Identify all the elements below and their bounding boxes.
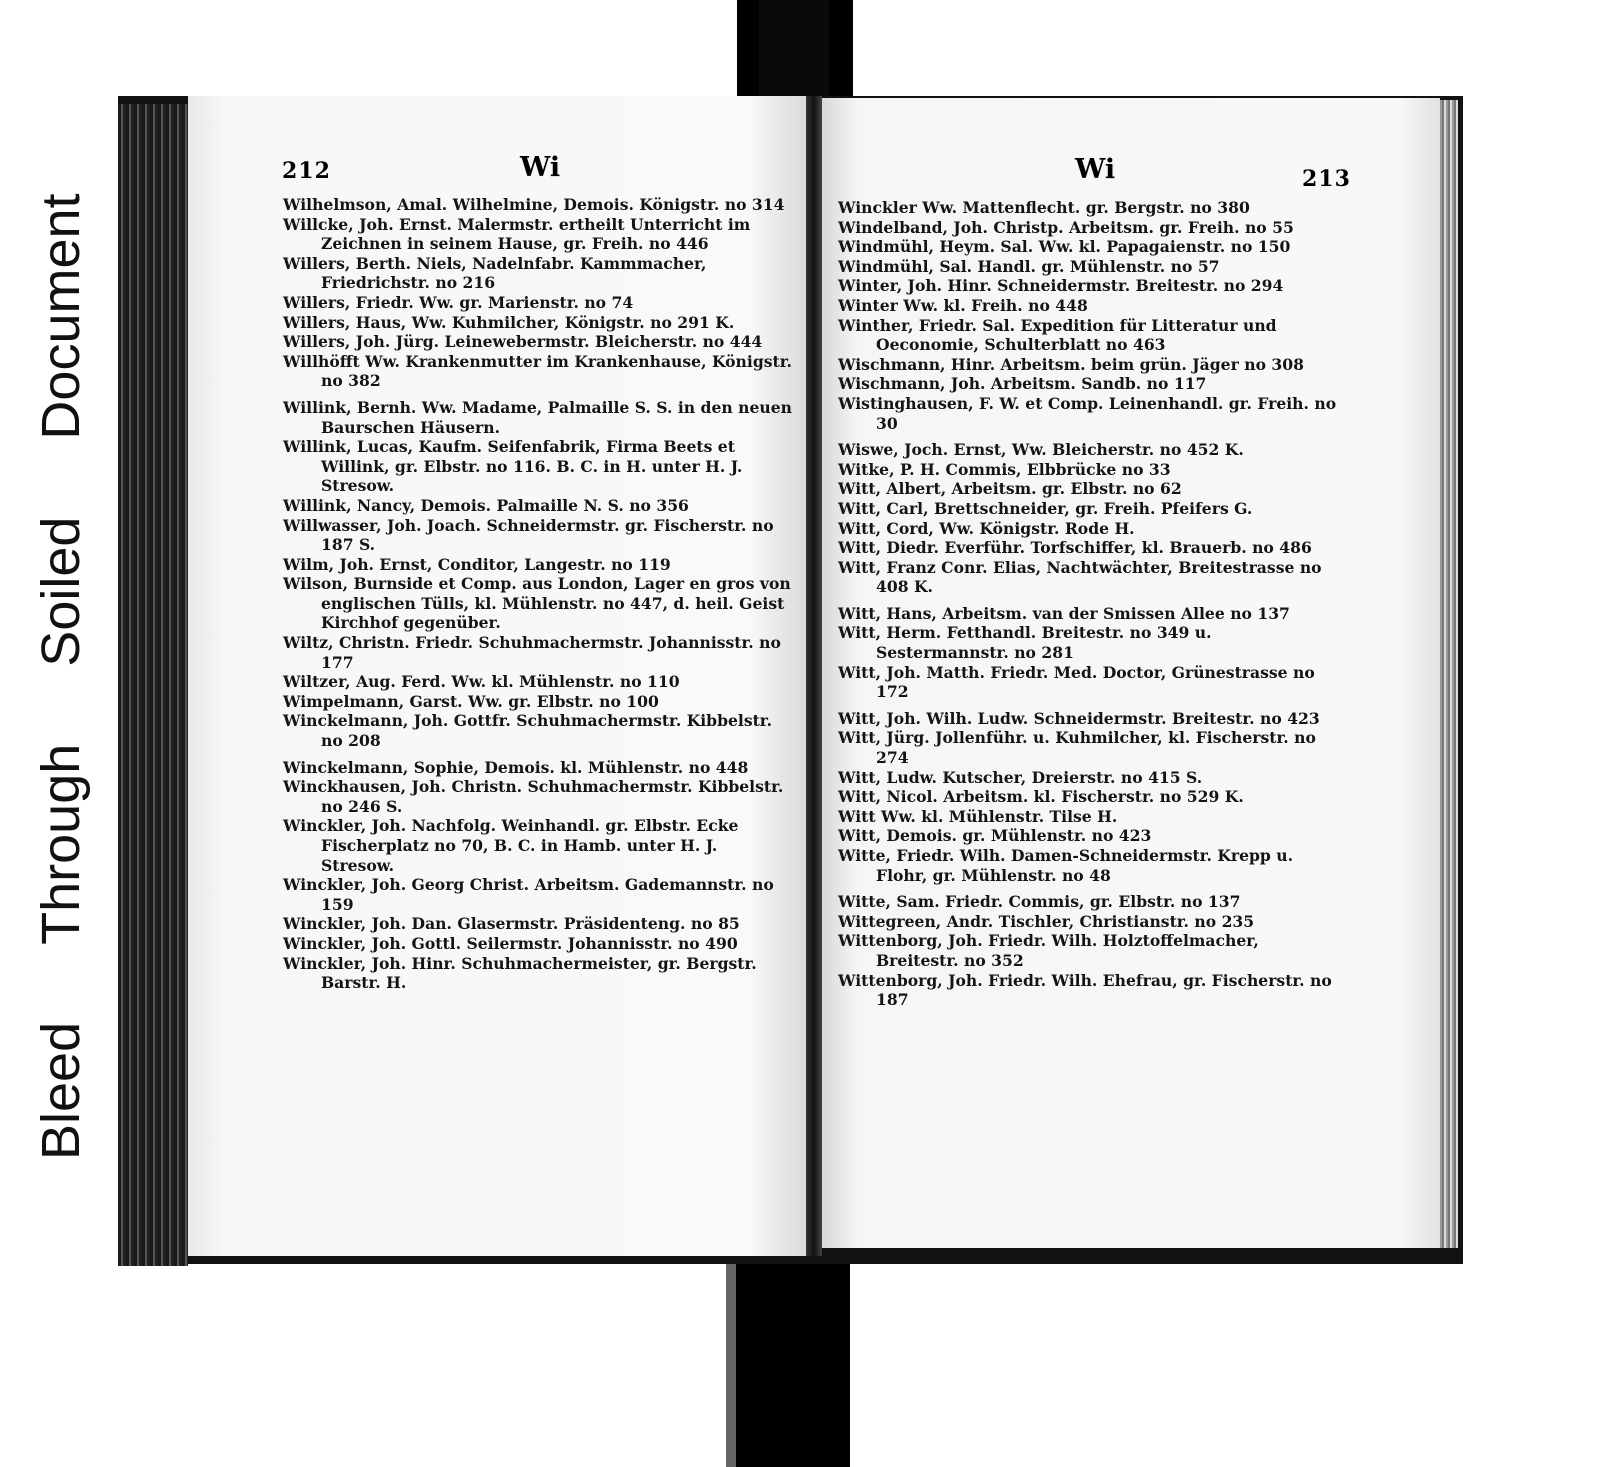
directory-entry: Wittenborg, Joh. Friedr. Wilh. Holztoffelmacher, Breitestr. no 352: [838, 931, 1259, 970]
directory-entry: Windmühl, Sal. Handl. gr. Mühlenstr. no 57: [838, 256, 1220, 276]
directory-entry: Winckelmann, Sophie, Demois. kl. Mühlenstr. no 448: [283, 757, 749, 777]
right-entry-list: [838, 198, 1338, 1010]
directory-entry: Wiswe, Joch. Ernst, Ww. Bleicherstr. no 452 K.: [838, 440, 1244, 460]
directory-entry: Witt Ww. kl. Mühlenstr. Tilse H.: [838, 806, 1118, 826]
directory-entry: Witt, Demois. gr. Mühlenstr. no 423: [838, 826, 1152, 846]
directory-entry: Winckler, Joh. Dan. Glasermstr. Präsidenteng. no 85: [283, 914, 740, 934]
directory-entry: Winther, Friedr. Sal. Expedition für Litteratur und Oeconomie, Schulterblatt no 463: [838, 315, 1277, 355]
directory-entry: Winckler, Joh. Gottl. Seilermstr. Johannisstr. no 490: [283, 933, 738, 953]
directory-entry: Winckler, Joh. Hinr. Schuhmachermeister, gr. Bergstr. Barstr. H.: [283, 953, 757, 993]
directory-entry: Wischmann, Hinr. Arbeitsm. beim grün. Jäger no 308: [838, 354, 1304, 374]
directory-entry: Witt, Franz Conr. Elias, Nachtwächter, Breitestrasse no 408 K.: [838, 557, 1322, 597]
directory-entry: Winckler, Joh. Nachfolg. Weinhandl. gr. Elbstr. Ecke Fischerplatz no 70, B. C. in Hamb. unter H. J. Stresow.: [283, 816, 739, 875]
directory-entry: Wistinghausen, F. W. et Comp. Leinenhandl. gr. Freih. no 30: [838, 393, 1337, 433]
directory-entry: Wimpelmann, Garst. Ww. gr. Elbstr. no 100: [283, 691, 659, 711]
directory-entry: Witt, Joh. Matth. Friedr. Med. Doctor, Grünestrasse no 172: [838, 662, 1315, 702]
side-label-word-3: Soiled: [31, 516, 91, 667]
scanner-bar-bottom: [726, 1240, 850, 1467]
directory-entry: Willink, Bernh. Ww. Madame, Palmaille S. S. in den neuen Baurschen Häusern.: [283, 397, 792, 437]
directory-entry: Witt, Hans, Arbeitsm. van der Smissen Allee no 137: [838, 603, 1290, 623]
directory-entry: Witt, Cord, Ww. Königstr. Rode H.: [838, 518, 1135, 538]
directory-entry: Wiltz, Christn. Friedr. Schuhmachermstr. Johannisstr. no 177: [283, 633, 781, 672]
directory-entry: Winckler, Joh. Georg Christ. Arbeitsm. Gademannstr. no 159: [283, 875, 774, 914]
directory-entry: Witt, Herm. Fetthandl. Breitestr. no 349 u. Sestermannstr. no 281: [838, 623, 1212, 663]
directory-entry: Windmühl, Heym. Sal. Ww. kl. Papagaienstr. no 150: [838, 237, 1291, 257]
book-gutter: [806, 96, 822, 1256]
scanner-bar-top: [737, 0, 853, 100]
left-page-number: 212: [282, 158, 331, 184]
directory-entry: Wilm, Joh. Ernst, Conditor, Langestr. no 119: [283, 554, 671, 574]
directory-entry: Willcke, Joh. Ernst. Malermstr. ertheilt Unterricht im Zeichnen in seinem Hause, gr. Freih. no 446: [283, 214, 751, 254]
directory-entry: Witt, Diedr. Everführ. Torfschiffer, kl. Brauerb. no 486: [838, 538, 1312, 558]
directory-entry: Winter Ww. kl. Freih. no 448: [838, 295, 1088, 315]
directory-entry: Wilhelmson, Amal. Wilhelmine, Demois. Königstr. no 314: [283, 195, 785, 214]
directory-entry: Wittenborg, Joh. Friedr. Wilh. Ehefrau, gr. Fischerstr. no 187: [838, 970, 1332, 1010]
right-page-number: 213: [1302, 166, 1351, 192]
directory-entry: Witt, Albert, Arbeitsm. gr. Elbstr. no 62: [838, 479, 1182, 499]
directory-entry: Willers, Berth. Niels, Nadelnfabr. Kammmacher, Friedrichstr. no 216: [283, 253, 707, 293]
directory-entry: Willers, Friedr. Ww. gr. Marienstr. no 74: [283, 292, 634, 312]
directory-entry: Wittegreen, Andr. Tischler, Christianstr. no 235: [838, 911, 1255, 931]
directory-entry: Witte, Friedr. Wilh. Damen-Schneidermstr. Krepp u. Flohr, gr. Mühlenstr. no 48: [838, 846, 1294, 885]
side-label-text: [30, 193, 92, 1160]
side-label-word-4: Document: [31, 193, 91, 440]
directory-entry: Willers, Joh. Jürg. Leinewebermstr. Bleicherstr. no 444: [283, 332, 763, 352]
right-running-head: Wi: [1075, 154, 1116, 185]
directory-entry: Willhöfft Ww. Krankenmutter im Krankenhause, Königstr. no 382: [283, 351, 792, 391]
directory-entry: Willers, Haus, Ww. Kuhmilcher, Königstr. no 291 K.: [283, 312, 735, 332]
directory-entry: Witt, Ludw. Kutscher, Dreierstr. no 415 S.: [838, 767, 1203, 787]
directory-entry: Wischmann, Joh. Arbeitsm. Sandb. no 117: [838, 374, 1207, 394]
book-page-edges-left: [118, 104, 188, 1266]
directory-entry: Witt, Joh. Wilh. Ludw. Schneidermstr. Breitestr. no 423: [838, 708, 1320, 728]
side-label-word-2: Through: [31, 743, 91, 945]
directory-entry: Winckhausen, Joh. Christn. Schuhmachermstr. Kibbelstr. no 246 S.: [283, 777, 784, 816]
directory-entry: Willink, Nancy, Demois. Palmaille N. S. no 356: [283, 495, 689, 515]
directory-entry: Witt, Jürg. Jollenführ. u. Kuhmilcher, kl. Fischerstr. no 274: [838, 728, 1316, 768]
directory-entry: Winter, Joh. Hinr. Schneidermstr. Breitestr. no 294: [838, 276, 1284, 296]
directory-entry: Witt, Carl, Brettschneider, gr. Freih. Pfeifers G.: [838, 498, 1253, 518]
directory-entry: Witte, Sam. Friedr. Commis, gr. Elbstr. no 137: [838, 892, 1241, 912]
side-label-word-1: Bleed: [31, 1021, 91, 1160]
directory-entry: Willink, Lucas, Kaufm. Seifenfabrik, Firma Beets et Willink, gr. Elbstr. no 116. B. C. in H. unter H. J. Stresow.: [283, 437, 743, 496]
directory-entry: Windelband, Joh. Christp. Arbeitsm. gr. Freih. no 55: [838, 217, 1294, 237]
directory-entry: Winckler Ww. Mattenflecht. gr. Bergstr. no 380: [838, 198, 1250, 217]
directory-entry: Willwasser, Joh. Joach. Schneidermstr. gr. Fischerstr. no 187 S.: [283, 515, 774, 555]
directory-entry: Witt, Nicol. Arbeitsm. kl. Fischerstr. no 529 K.: [838, 787, 1244, 807]
left-entry-list: [283, 195, 793, 993]
directory-entry: Witke, P. H. Commis, Elbbrücke no 33: [838, 459, 1171, 479]
directory-entry: Wilson, Burnside et Comp. aus London, Lager en gros von englischen Tülls, kl. Mühlenstr. no 447, d. heil. Geist Kirchhof gegenüber.: [283, 574, 791, 633]
directory-entry: Winckelmann, Joh. Gottfr. Schuhmachermstr. Kibbelstr. no 208: [283, 711, 773, 751]
left-running-head: Wi: [520, 152, 561, 183]
directory-entry: Wiltzer, Aug. Ferd. Ww. kl. Mühlenstr. no 110: [283, 672, 680, 692]
